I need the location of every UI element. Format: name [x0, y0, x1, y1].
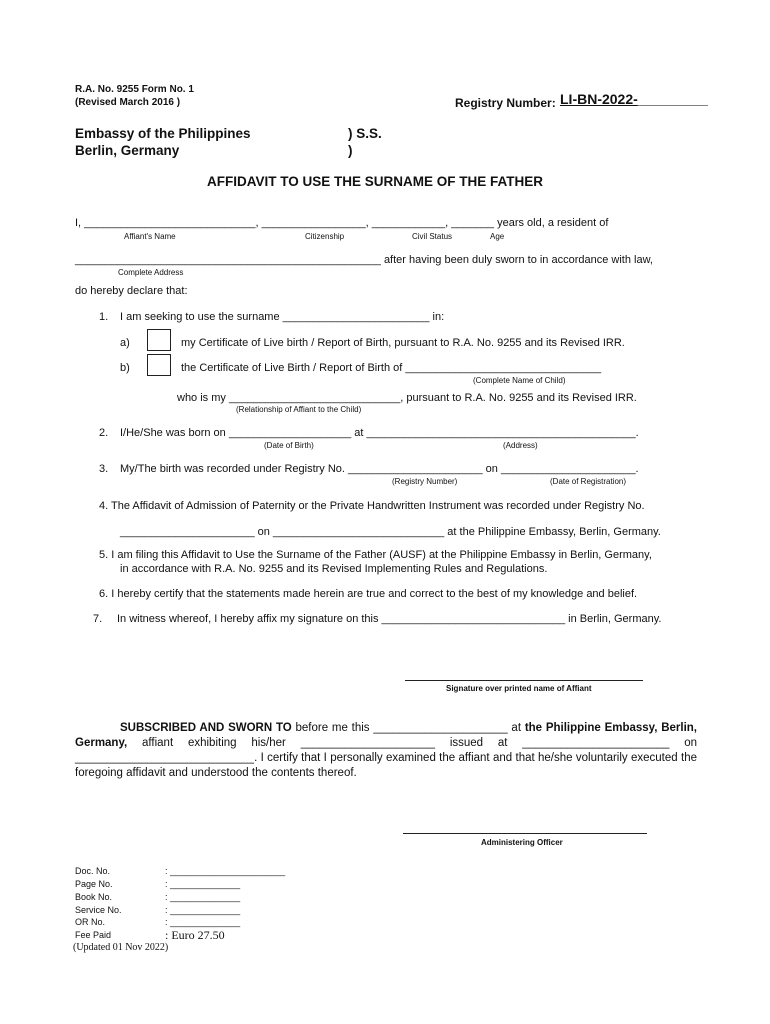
- page-title: AFFIDAVIT TO USE THE SURNAME OF THE FATHER: [207, 174, 544, 189]
- registry-number-label: Registry Number:: [455, 96, 556, 110]
- doc-no-label: Doc. No.: [75, 866, 111, 876]
- option-a-checkbox[interactable]: [147, 329, 171, 351]
- registry-number-value: LI-BN-2022-: [560, 91, 638, 107]
- caption-affiant-name: Affiant's Name: [124, 232, 176, 241]
- declare-text: do hereby declare that:: [75, 285, 188, 297]
- registry-number-field[interactable]: [560, 91, 708, 107]
- option-b-text[interactable]: the Certificate of Live Birth / Report of Birth of ________________________________: [181, 362, 602, 374]
- item-2-number: 2.: [99, 427, 109, 439]
- relationship-line[interactable]: who is my ____________________________, pursuant to R.A. No. 9255 and its Revised IRR.: [177, 392, 637, 404]
- book-no-value[interactable]: : ______________: [165, 892, 241, 902]
- caption-citizenship: Citizenship: [305, 232, 345, 241]
- or-no-label: OR No.: [75, 917, 106, 927]
- option-b-label: b): [120, 362, 130, 374]
- form-number: R.A. No. 9255 Form No. 1: [75, 84, 194, 95]
- affiant-details-line[interactable]: I, ____________________________, _________________, ____________, _______ years old, a resident of: [75, 217, 609, 229]
- officer-label: Administering Officer: [481, 838, 563, 847]
- option-a-text: my Certificate of Live birth / Report of Birth, pursuant to R.A. No. 9255 and its Revised IRR.: [181, 337, 625, 349]
- item-1-text[interactable]: I am seeking to use the surname ________________________ in:: [120, 311, 445, 323]
- item-4-line2[interactable]: ______________________ on ____________________________ at the Philippine Embassy, Berlin, Germany.: [120, 526, 661, 538]
- page-no-value[interactable]: : ______________: [165, 879, 241, 889]
- item-7-number: 7.: [93, 613, 103, 625]
- item-2-text[interactable]: I/He/She was born on ____________________ at ____________________________________________.: [120, 427, 639, 439]
- item-7-text[interactable]: In witness whereof, I hereby affix my signature on this ______________________________ in Berlin, Germany.: [117, 613, 662, 625]
- jurat-body: affiant exhibiting his/her _____________________ issued at _______________________ on ____________________________. I certify that I personally examined the affiant and that he/she voluntarily executed the foregoing affidavit and understood the contents thereof.: [75, 737, 697, 779]
- jurat-lead: SUBSCRIBED AND SWORN TO: [120, 722, 292, 734]
- option-a-label: a): [120, 337, 130, 349]
- caption-address: Complete Address: [118, 268, 184, 277]
- embassy-city: Berlin, Germany: [75, 143, 180, 158]
- item-5-line2: in accordance with R.A. No. 9255 and its Revised Implementing Rules and Regulations.: [120, 563, 548, 575]
- affiant-signature-label: Signature over printed name of Affiant: [446, 684, 592, 693]
- service-no-label: Service No.: [75, 905, 122, 915]
- page-no-label: Page No.: [75, 879, 113, 889]
- caption-registry-number: (Registry Number): [392, 477, 458, 486]
- item-3-text[interactable]: My/The birth was recorded under Registry No. ______________________ on ______________________.: [120, 463, 639, 475]
- item-5-line1: 5. I am filing this Affidavit to Use the Surname of the Father (AUSF) at the Philippine Embassy in Berlin, Germany,: [99, 549, 652, 561]
- updated-date: (Updated 01 Nov 2022): [73, 942, 169, 953]
- revision-date: (Revised March 2016 ): [75, 97, 181, 108]
- fee-paid-label: Fee Paid: [75, 930, 112, 940]
- item-1-number: 1.: [99, 311, 109, 323]
- caption-civil-status: Civil Status: [412, 232, 453, 241]
- option-b-checkbox[interactable]: [147, 354, 171, 376]
- registry-number-blank: _________: [637, 91, 708, 107]
- caption-relationship: (Relationship of Affiant to the Child): [236, 405, 362, 414]
- caption-birth-address: (Address): [503, 441, 538, 450]
- service-no-value[interactable]: : ______________: [165, 905, 241, 915]
- fee-paid-value: : Euro 27.50: [165, 928, 225, 942]
- caption-registration-date: (Date of Registration): [550, 477, 627, 486]
- caption-child-name: (Complete Name of Child): [473, 376, 566, 385]
- jurat-paragraph[interactable]: [75, 721, 697, 781]
- item-4-text: 4. The Affidavit of Admission of Paternity or the Private Handwritten Instrument was recorded under Registry No.: [99, 500, 645, 512]
- officer-signature-line[interactable]: [403, 833, 647, 834]
- item-6-text: 6. I hereby certify that the statements made herein are true and correct to the best of my knowledge and belief.: [99, 588, 638, 600]
- affiant-signature-line[interactable]: [405, 680, 643, 681]
- doc-no-value[interactable]: : _______________________: [165, 866, 286, 876]
- ss-marker: ) S.S.: [348, 126, 382, 141]
- jurat-place: the Philippine Embassy, Berlin, Germany,: [75, 722, 697, 749]
- jurat-date-text: before me this _____________________ at: [291, 722, 525, 734]
- item-3-number: 3.: [99, 463, 109, 475]
- ss-paren: ): [348, 143, 353, 158]
- address-line[interactable]: __________________________________________________ after having been duly sworn to in accordance with law,: [75, 254, 653, 266]
- caption-age: Age: [490, 232, 505, 241]
- caption-date-of-birth: (Date of Birth): [264, 441, 314, 450]
- or-no-value[interactable]: : ______________: [165, 917, 241, 927]
- book-no-label: Book No.: [75, 892, 113, 902]
- embassy-name: Embassy of the Philippines: [75, 126, 251, 141]
